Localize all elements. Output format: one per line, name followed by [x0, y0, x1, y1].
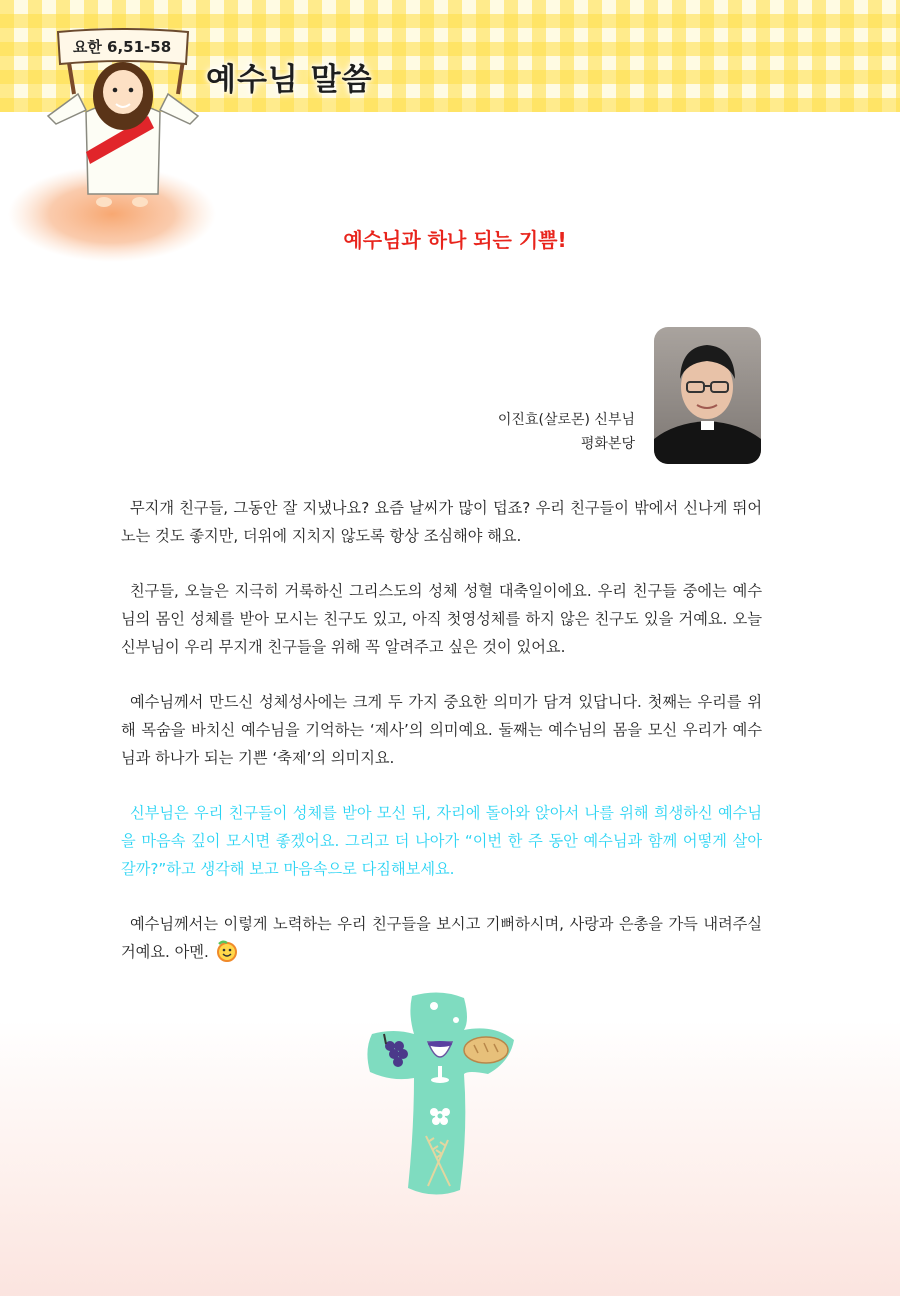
article-body: [121, 494, 762, 993]
section-title: 예수님 말씀: [206, 62, 373, 98]
cross-illustration: [364, 990, 516, 1196]
author-name: 이진효(살로몬) 신부님: [497, 412, 635, 428]
author-byline: [498, 408, 635, 456]
smiley-icon: [215, 939, 239, 963]
highlight-paragraph: 신부님은 우리 친구들이 성체를 받아 모신 뒤, 자리에 돌아와 앉아서 나를 위해 희생하신 예수님을 마음속 깊이 모시면 좋겠어요. 그리고 더 나아가 “이번 한 주 동안 예수님과 함께 어떻게 살아갈까?”하고 생각해 보고 마음속으로 다짐해보세요.: [121, 804, 762, 878]
paragraph-2: 친구들, 오늘은 지극히 거룩하신 그리스도의 성체 성혈 대축일이에요. 우리 친구들 중에는 예수님의 몸인 성체를 받아 모시는 친구도 있고, 아직 첫영성체를 하지 않은 친구도 있을 거예요. 오늘 신부님이 우리 무지개 친구들을 위해 꼭 알려주고 싶은 것이 있어요.: [121, 582, 762, 656]
scripture-reference: 요한 6,51-58: [72, 38, 172, 56]
bread-icon: [464, 1037, 508, 1063]
paragraph-1: 무지개 친구들, 그동안 잘 지냈나요? 요즘 날씨가 많이 덥죠? 우리 친구들이 밖에서 신나게 뛰어노는 것도 좋지만, 더위에 지치지 않도록 항상 조심해야 해요.: [121, 499, 762, 545]
author-parish: 평화본당: [580, 436, 635, 452]
closing-text: 예수님께서는 이렇게 노력하는 우리 친구들을 보시고 기뻐하시며, 사랑과 은총을 가득 내려주실 거예요. 아멘.: [121, 915, 762, 961]
article-headline: 예수님과 하나 되는 기쁨!: [343, 228, 567, 252]
paragraph-3: 예수님께서 만드신 성체성사에는 크게 두 가지 중요한 의미가 담겨 있답니다. 첫째는 우리를 위해 목숨을 바치신 예수님을 기억하는 ‘제사’의 의미예요. 둘째는 예수님의 몸을 모신 우리가 예수님과 하나가 되는 기쁜 ‘축제’의 의미지요.: [121, 693, 762, 767]
priest-photo: [654, 327, 761, 464]
paragraph-5: [121, 910, 762, 966]
